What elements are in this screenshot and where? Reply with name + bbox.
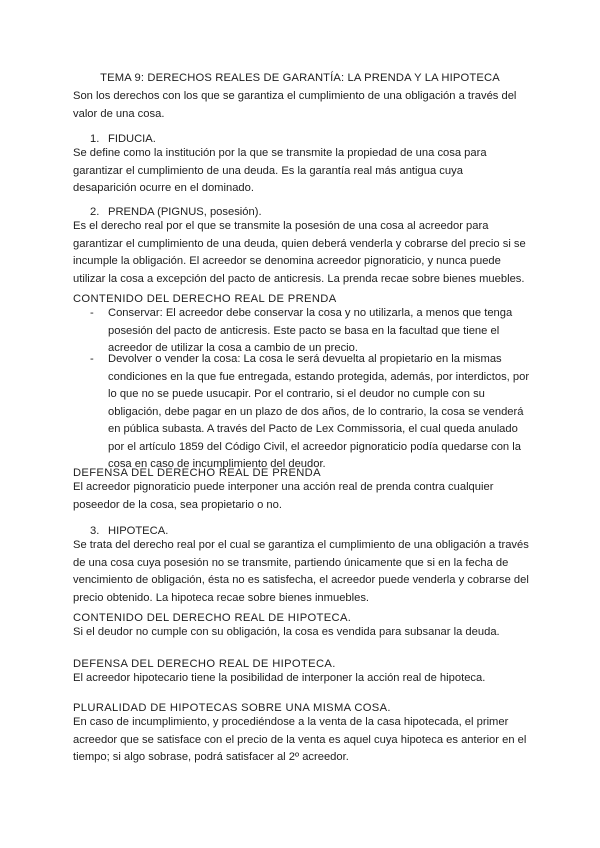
pluralidad-paragraph: En caso de incumplimiento, y procediéndose a la venta de la casa hipotecada, el primer acreedor que se satisface con el precio de la venta es aquel cuya hipoteca es anterior en el tiempo; si algo sobrase, podrá satisfacer al 2º acreedor.	[73, 716, 527, 763]
list-dash: -	[90, 353, 94, 365]
defensa-prenda-heading: DEFENSA DEL DERECHO REAL DE PRENDA	[73, 467, 321, 479]
hipoteca-paragraph: Se trata del derecho real por el cual se garantiza el cumplimiento de una obligación a través de una cosa cuya posesión no se transmite, partiendo únicamente que si en la fecha de vencimiento de obligación, ésta no es satisfecha, el acreedor puede venderla y cobrarse del precio obtenido. La hipoteca recae sobre bienes inmuebles.	[73, 539, 529, 604]
defensa-prenda-paragraph: El acreedor pignoraticio puede interponer una acción real de prenda contra cualquier poseedor de la cosa, sea propietario o no.	[73, 481, 494, 511]
section-title: HIPOTECA.	[108, 525, 169, 537]
intro-paragraph: Son los derechos con los que se garantiza el cumplimiento de una obligación a través del valor de una cosa.	[73, 90, 517, 120]
list-dash: -	[90, 307, 94, 319]
fiducia-paragraph: Se define como la institución por la que se transmite la propiedad de una cosa para garantizar el cumplimiento de una deuda. Es la garantía real más antigua cuya desaparición ocurre en el dominado.	[73, 147, 487, 194]
contenido-prenda-heading: CONTENIDO DEL DERECHO REAL DE PRENDA	[73, 293, 337, 305]
list-item-text: Conservar: El acreedor debe conservar la cosa y no utilizarla, a menos que tenga posesión del pacto de anticresis. Este pacto se basa en la facultad que tiene el acreedor de utilizar la cosa a cambio de un precio.	[108, 307, 513, 354]
section-prenda-heading	[90, 206, 262, 218]
section-title: FIDUCIA.	[108, 133, 156, 145]
defensa-hipoteca-paragraph: El acreedor hipotecario tiene la posibilidad de interponer la acción real de hipoteca.	[73, 672, 486, 684]
prenda-paragraph: Es el derecho real por el que se transmite la posesión de una cosa al acreedor para garantizar el cumplimiento de una deuda, quien deberá venderla y cobrarse del precio si se incumple la obligación. El acreedor se denomina acreedor pignoraticio, y nunca puede utilizar la cosa a excepción del pacto de anticresis. La prenda recae sobre bienes muebles.	[73, 220, 526, 285]
contenido-hipoteca-heading: CONTENIDO DEL DERECHO REAL DE HIPOTECA.	[73, 612, 352, 624]
defensa-hipoteca-heading: DEFENSA DEL DERECHO REAL DE HIPOTECA.	[73, 658, 336, 670]
pluralidad-heading: PLURALIDAD DE HIPOTECAS SOBRE UNA MISMA COSA.	[73, 702, 391, 714]
section-number: 2.	[90, 206, 100, 218]
section-hipoteca-heading	[90, 525, 168, 537]
section-number: 1.	[90, 133, 100, 145]
contenido-hipoteca-paragraph: Si el deudor no cumple con su obligación, la cosa es vendida para subsanar la deuda.	[73, 626, 500, 638]
section-fiducia-heading	[90, 133, 156, 145]
section-title: PRENDA (PIGNUS, posesión).	[108, 206, 262, 218]
list-item-text: Devolver o vender la cosa: La cosa le será devuelta al propietario en la mismas condiciones en la que fue entregada, estando protegida, además, por interdictos, por lo que no se puede usucapir. Por el contrario, si el deudor no cumple con su obligación, debe pagar en un plazo de dos años, de lo contrario, la cosa se venderá en pública subasta. A través del Pacto de Lex Commissoria, el cual queda anulado por el artículo 1859 del Código Civil, el acreedor pignoraticio podía quedarse con la cosa en caso de incumplimiento del deudor.	[108, 353, 530, 470]
document-title: TEMA 9: DERECHOS REALES DE GARANTÍA: LA PRENDA Y LA HIPOTECA	[100, 72, 500, 84]
section-number: 3.	[90, 525, 100, 537]
